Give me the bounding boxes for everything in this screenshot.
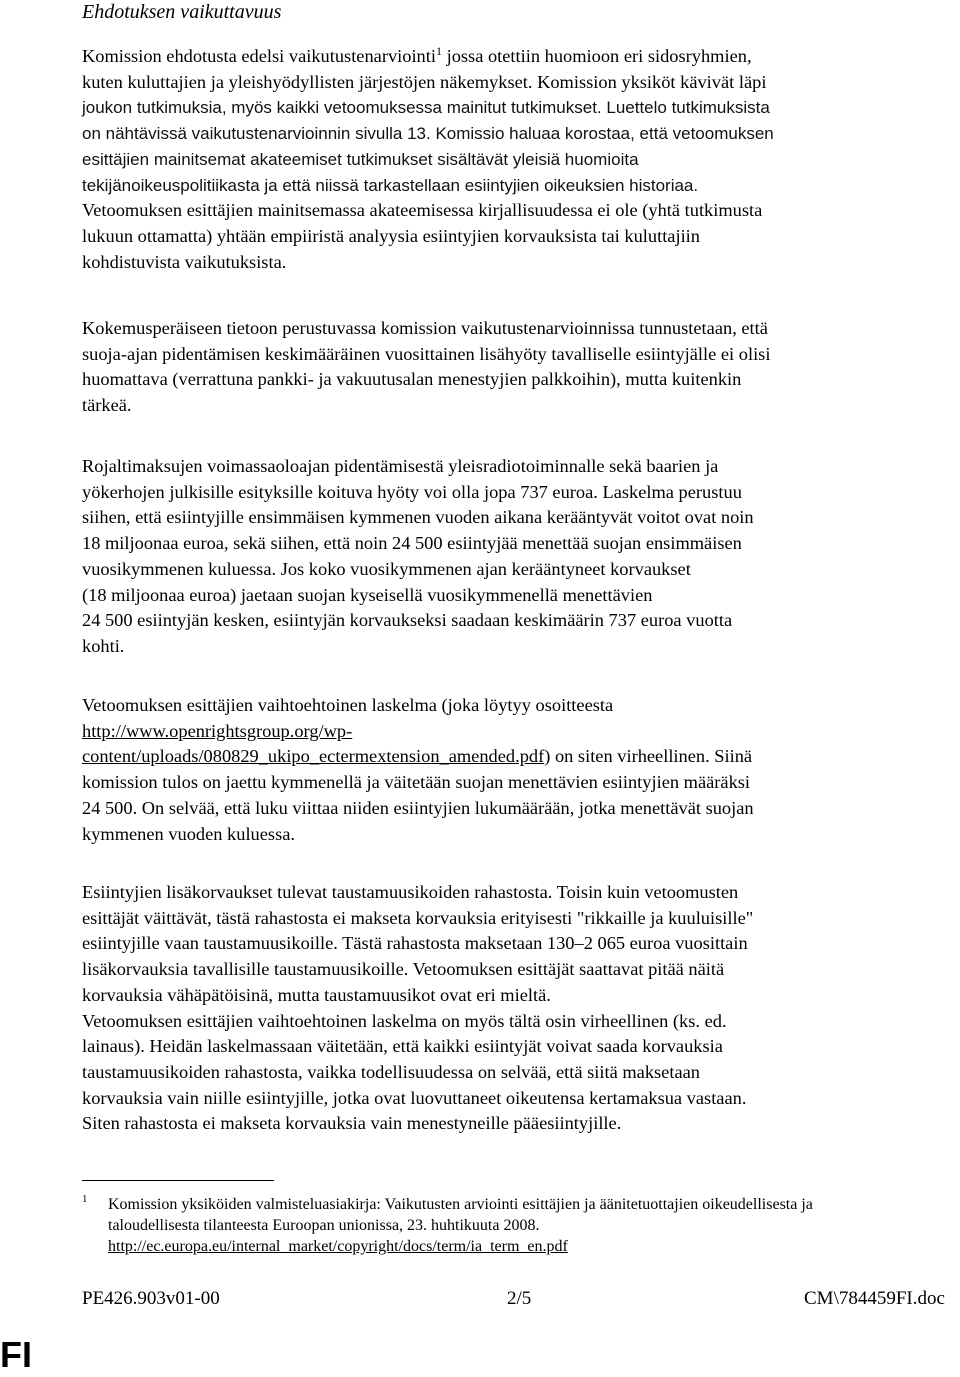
footnote-number: 1: [82, 1193, 88, 1205]
paragraph-line: kuten kuluttajien ja yleishyödyllisten järjestöjen näkemykset. Komission yksiköt kävivät läpi: [82, 71, 767, 92]
footnote-reference[interactable]: 1: [435, 43, 442, 58]
paragraph-line: joukon tutkimuksia, myös kaikki vetoomuksessa mainitut tutkimukset. Luettelo tutkimuksista: [82, 98, 770, 118]
footnote-link[interactable]: http://ec.europa.eu/internal_market/copyright/docs/term/ia_term_en.pdf: [108, 1238, 568, 1255]
text-run: Komission ehdotusta edelsi vaikutustenarviointi: [82, 46, 436, 66]
paragraph-line: (18 miljoonaa euroa) jaetaan suojan kyseisellä vuosikymmenellä menettävien: [82, 584, 653, 605]
paragraph-line: [82, 121, 944, 147]
paragraph-line: Esiintyjien lisäkorvaukset tulevat taustamuusikoiden rahastosta. Toisin kuin vetoomusten: [82, 882, 739, 902]
paragraph-4: [82, 693, 944, 847]
paragraph-line: siihen, että esiintyjille ensimmäisen kymmenen vuoden aikana kerääntyvät voitot ovat noin: [82, 507, 754, 528]
paragraph-line: [82, 719, 944, 745]
paragraph-line: lisäkorvauksia tavallisille taustamuusikoille. Vetoomuksen esittäjät saattavat pitää näitä: [82, 959, 725, 980]
paragraph-line: Vetoomuksen esittäjien vaihtoehtoinen laskelma on myös tältä osin virheellinen (ks. ed.: [82, 1010, 727, 1031]
footnote-line: [82, 1236, 952, 1257]
paragraph-line: vuosikymmenen kuluessa. Jos koko vuosikymmenen ajan kerääntyneet korvaukset: [82, 558, 691, 579]
section-heading: Ehdotuksen vaikuttavuus: [82, 1, 282, 23]
paragraph-line: kohdistuvista vaikutuksista.: [82, 251, 287, 272]
paragraph-line: Vetoomuksen esittäjien vaihtoehtoinen laskelma (joka löytyy osoitteesta: [82, 695, 614, 715]
paragraph-line: huomattava (verrattuna pankki- ja vakuutusalan menestyjien palkkoihin), mutta kuitenkin: [82, 369, 742, 390]
paragraph-line: kohti.: [82, 635, 125, 656]
paragraph-line: korvauksia vähäpätöisinä, mutta taustamuusikot ovat eri mieltä.: [82, 984, 551, 1005]
paragraph-line: Siten rahastosta ei makseta korvauksia vain menestyneille pääesiintyjille.: [82, 1113, 622, 1134]
paragraph-line: 24 500 esiintyjän kesken, esiintyjän korvaukseksi saadaan keskimäärin 737 euroa vuotta: [82, 610, 733, 631]
paragraph-line: [82, 744, 944, 770]
footnote-separator: [82, 1180, 274, 1181]
paragraph-line: esittäjät väittävät, tästä rahastosta ei makseta korvauksia erityisesti "rikkaille ja kuuluisille": [82, 907, 754, 928]
openrightsgroup-link-part-2[interactable]: content/uploads/080829_ukipo_ectermextension_amended.pdf: [82, 746, 545, 767]
paragraph-line: kymmenen vuoden kuluessa.: [82, 823, 295, 844]
footnote: [82, 1194, 952, 1257]
paragraph-line: lainaus). Heidän laskelmassaan väitetään, että kaikki esiintyjät voivat saada korvauksia: [82, 1036, 723, 1057]
paragraph-1: [82, 44, 944, 275]
paragraph-line: esittäjien mainitsemat akateemiset tutkimukset sisältävät yleisiä huomioita: [82, 149, 639, 169]
paragraph-line: Vetoomuksen esittäjien mainitsemassa akateemisessa kirjallisuudessa ei ole (yhtä tutkimusta: [82, 200, 763, 221]
text-run: Komissio haluaa korostaa, että vetoomuksen: [430, 124, 774, 144]
paragraph-line: 18 miljoonaa euroa, sekä siihen, että noin 24 500 esiintyjää menettää suojan ensimmäisen: [82, 533, 742, 554]
paragraph-line: taustamuusikoiden rahastosta, vaikka todellisuudessa on selvää, että siitä maksetaan: [82, 1061, 700, 1082]
paragraph-line: suoja-ajan pidentämisen keskimääräinen vuosittainen lisähyöty tavalliselle esiintyjälle ei olisi: [82, 343, 771, 364]
text-run: jossa otettiin huomioon eri sidosryhmien,: [441, 46, 752, 66]
document-filename: CM\784459FI.doc: [804, 1288, 945, 1309]
text-run: on nähtävissä vaikutustenarvioinnin sivulla 13.: [82, 124, 431, 144]
paragraph-5: [82, 880, 944, 1137]
paragraph-line: korvauksia vain niille esiintyjille, jotka ovat luovuttaneet oikeutensa kertamaksua vastaan.: [82, 1087, 747, 1108]
paragraph-line: esiintyjille vaan taustamuusikoille. Tästä rahastosta maksetaan 130–2 065 euroa vuosittain: [82, 933, 748, 954]
paragraph-line: lukuun ottamatta) yhtään empiiristä analyysia esiintyjien korvauksista tai kuluttajiin: [82, 225, 700, 246]
language-code: FI: [0, 1334, 32, 1375]
paragraph-line: komission tulos on jaettu kymmenellä ja väitetään suojan menettävien esiintyjien määräksi: [82, 772, 751, 793]
paragraph-line: yökerhojen julkisille esityksille koituva hyöty voi olla jopa 737 euroa. Laskelma perustuu: [82, 481, 742, 502]
paragraph-3: [82, 454, 944, 660]
footnote-line: Komission yksiköiden valmisteluasiakirja: Vaikutusten arviointi esittäjien ja äänitetuottajien oikeudellisesta ja: [108, 1196, 813, 1213]
text-run: ) on siten virheellinen. Siinä: [544, 746, 753, 767]
paragraph-line: 24 500. On selvää, että luku viittaa niiden esiintyjien lukumäärään, jotka menettävät suojan: [82, 797, 754, 818]
openrightsgroup-link-part-1[interactable]: http://www.openrightsgroup.org/wp-: [82, 720, 353, 741]
footnote-line: taloudellisesta tilanteesta Euroopan unionissa, 23. huhtikuuta 2008.: [108, 1217, 540, 1234]
document-reference: PE426.903v01-00: [82, 1288, 220, 1309]
paragraph-line: Kokemusperäiseen tietoon perustuvassa komission vaikutustenarvioinnissa tunnustetaan, että: [82, 318, 768, 338]
paragraph-line: tärkeä.: [82, 395, 132, 416]
page-number: 2/5: [507, 1288, 532, 1309]
paragraph-line: Rojaltimaksujen voimassaoloajan pidentämisestä yleisradiotoiminnalle sekä baarien ja: [82, 456, 719, 476]
paragraph-line: [82, 44, 944, 70]
paragraph-2: [82, 316, 944, 419]
paragraph-line: tekijänoikeuspolitiikasta ja että niissä tarkastellaan esiintyjien oikeuksien historiaa.: [82, 175, 699, 195]
